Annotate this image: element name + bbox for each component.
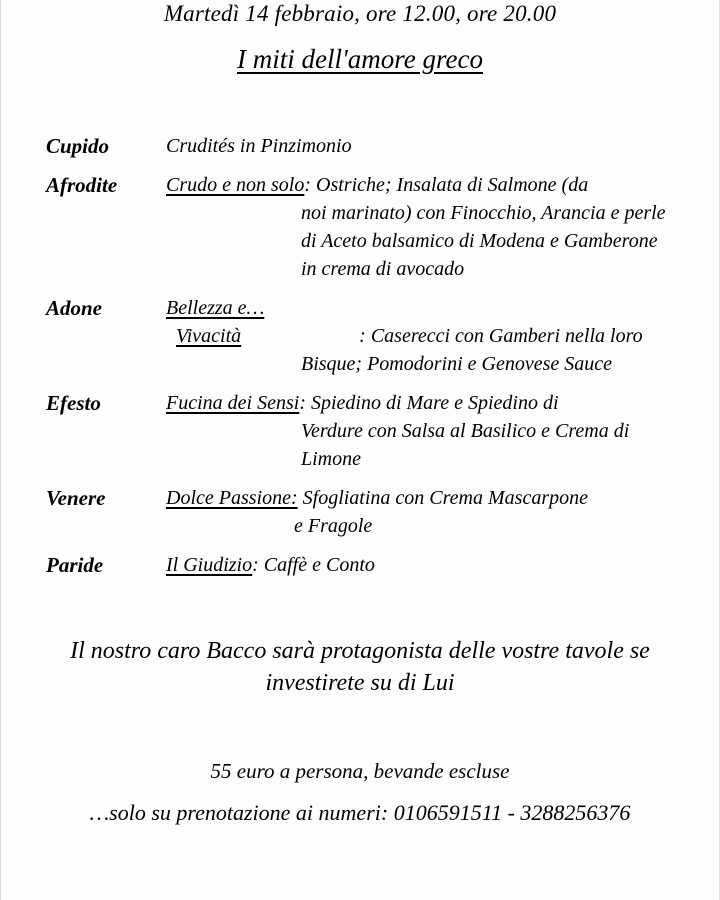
booking-note: …solo su prenotazione ai numeri: 0106591511 - 3288256376 bbox=[89, 800, 631, 825]
menu-course-venere bbox=[1, 484, 719, 540]
description-line: noi marinato) con Finocchio, Arancia e perle bbox=[301, 202, 666, 224]
price-note: 55 euro a persona, bevande escluse bbox=[210, 759, 510, 783]
description-text: : Ostriche; Insalata di Salmone (da bbox=[304, 174, 589, 196]
description-line: Verdure con Salsa al Basilico e Crema di bbox=[301, 420, 630, 442]
dish-label-secondary: Vivacità bbox=[176, 325, 242, 347]
description-line bbox=[166, 322, 719, 350]
course-description bbox=[166, 551, 719, 579]
description-text: : Spiedino di Mare e Spiedino di bbox=[299, 392, 559, 414]
page-footer bbox=[1, 590, 719, 828]
description-line bbox=[166, 294, 719, 322]
course-description bbox=[166, 389, 719, 473]
description-line bbox=[166, 389, 719, 417]
description-line: e Fragole bbox=[294, 515, 373, 537]
course-description bbox=[166, 171, 719, 283]
menu-course-paride bbox=[1, 551, 719, 579]
bacco-note-line1: Il nostro caro Bacco sarà protagonista delle vostre tavole se bbox=[70, 638, 650, 664]
dish-label: Il Giudizio bbox=[166, 554, 253, 576]
course-description bbox=[166, 484, 719, 540]
description-line bbox=[166, 551, 719, 579]
course-name: Adone bbox=[46, 296, 103, 320]
description-line: in crema di avocado bbox=[301, 258, 465, 280]
dish-label: Bellezza e… bbox=[166, 297, 265, 319]
menu-course-adone bbox=[1, 294, 719, 378]
course-name: Efesto bbox=[46, 391, 101, 415]
page-title bbox=[1, 27, 719, 74]
description-text: : Caffè e Conto bbox=[252, 554, 375, 576]
dish-label: Dolce Passione: bbox=[166, 487, 298, 509]
menu-course-list bbox=[1, 74, 719, 579]
description-line bbox=[166, 171, 719, 199]
course-description bbox=[166, 132, 719, 160]
course-name: Venere bbox=[46, 486, 106, 510]
page-header bbox=[1, 0, 719, 74]
course-name: Afrodite bbox=[46, 173, 118, 197]
event-date-line: Martedì 14 febbraio, ore 12.00, ore 20.00 bbox=[163, 1, 557, 26]
course-description bbox=[166, 294, 719, 378]
description-text: Sfogliatina con Crema Mascarpone bbox=[297, 487, 588, 509]
menu-course-efesto bbox=[1, 389, 719, 473]
course-name: Paride bbox=[46, 553, 104, 577]
bacco-note bbox=[1, 590, 719, 699]
menu-course-afrodite bbox=[1, 171, 719, 283]
description-line: di Aceto balsamico di Modena e Gamberone bbox=[301, 230, 658, 252]
dish-label: Fucina dei Sensi bbox=[166, 392, 300, 414]
menu-course-cupido bbox=[1, 132, 719, 160]
dish-label: Crudo e non solo bbox=[166, 174, 305, 196]
bacco-note-line2: investirete su di Lui bbox=[265, 670, 455, 696]
description-line: Crudités in Pinzimonio bbox=[166, 135, 352, 157]
description-text: : Caserecci con Gamberi nella loro bbox=[359, 325, 643, 347]
description-line: Limone bbox=[301, 448, 361, 470]
course-name: Cupido bbox=[46, 134, 110, 158]
description-line: Bisque; Pomodorini e Genovese Sauce bbox=[301, 353, 613, 375]
description-line bbox=[166, 484, 719, 512]
page-title-text: I miti dell'amore greco bbox=[237, 44, 483, 74]
